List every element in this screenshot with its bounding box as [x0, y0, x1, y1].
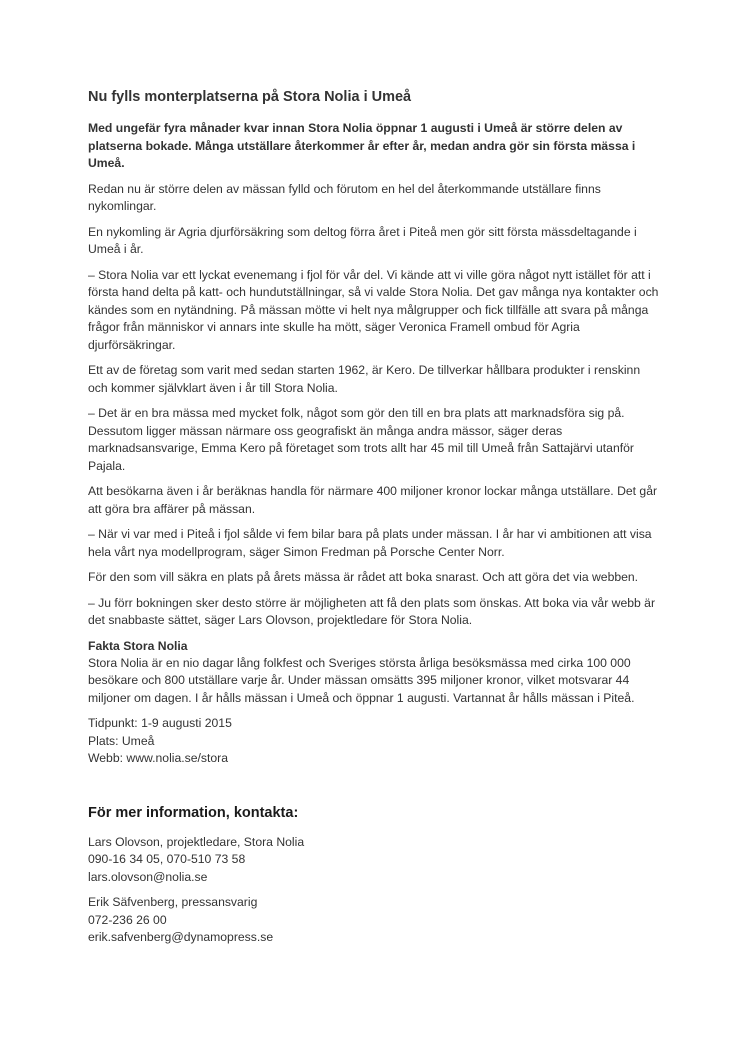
- article-paragraph: Att besökarna även i år beräknas handla för närmare 400 miljoner kronor lockar många utställare. Det går att göra bra affärer på mässan.: [88, 484, 658, 516]
- fakta-section: [88, 638, 660, 708]
- article-paragraph: Ett av de företag som varit med sedan starten 1962, är Kero. De tillverkar hållbara produkter i renskinn och kommer självklart även i år till Stora Nolia.: [88, 363, 641, 395]
- article-lead: Med ungefär fyra månader kvar innan Stora Nolia öppnar 1 augusti i Umeå är större delen av platserna bokade. Många utställare återkommer år efter år, medan andra gör sin första mässa i Umeå.: [88, 121, 636, 170]
- fakta-text: Stora Nolia är en nio dagar lång folkfest och Sveriges största årliga besöksmässa med cirka 100 000 besökare och 800 utställare varje år. Under mässan omsätts 395 miljoner kronor, vilket motsvarar 44 miljoner om dagen. I år hålls mässan i Umeå och öppnar 1 augusti. Vartannat år hålls mässan i Piteå.: [88, 655, 635, 705]
- contact-card: [88, 894, 660, 947]
- event-details: [88, 715, 660, 768]
- event-date: Tidpunkt: 1-9 augusti 2015: [88, 716, 232, 730]
- article-paragraph: För den som vill säkra en plats på årets mässa är rådet att boka snarast. Och att göra det via webben.: [88, 570, 639, 584]
- press-release: [88, 88, 660, 955]
- article-paragraph: En nykomling är Agria djurförsäkring som deltog förra året i Piteå men gör sitt första mässdeltagande i Umeå i år.: [88, 224, 637, 256]
- article-paragraph: – Ju förr bokningen sker desto större är möjligheten att få den plats som önskas. Att boka via vår webb är det snabbaste sättet, säger Lars Olovson, projektledare för Stora Nolia.: [88, 595, 656, 627]
- fakta-title: Fakta Stora Nolia: [88, 638, 188, 653]
- contact-name: Lars Olovson, projektledare, Stora Nolia: [88, 834, 305, 849]
- article-paragraph: – Stora Nolia var ett lyckat evenemang i fjol för vår del. Vi kände att vi ville göra något nytt istället för att i första hand delta på katt- och hundutställningar, så vi valde Stora Nolia. Det gav många nya kontakter och kändes som en nytändning. På mässan mötte vi helt nya målgrupper och fick tillfälle att svara på många frågor från människor vi annars inte skulle ha mött, säger Veronica Framell ombud för Agria djurförsäkringar.: [88, 267, 659, 352]
- contact-name: Erik Säfvenberg, pressansvarig: [88, 895, 258, 909]
- article-paragraph: – När vi var med i Piteå i fjol sålde vi fem bilar bara på plats under mässan. I år har vi ambitionen att visa hela vårt nya modellprogram, säger Simon Fredman på Porsche Center Norr.: [88, 527, 652, 559]
- contact-card: [88, 834, 660, 887]
- section-spacer: [88, 776, 660, 804]
- contact-phone: 090-16 34 05, 070-510 73 58: [88, 852, 246, 866]
- contact-email[interactable]: erik.safvenberg@dynamopress.se: [88, 930, 274, 944]
- article-paragraph: – Det är en bra mässa med mycket folk, något som gör den till en bra plats att marknadsföra sig på. Dessutom ligger mässan närmare oss geografiskt än många andra mässor, säger deras marknadsansvarige, Emma Kero på företaget som trots allt har 45 mil till Umeå från Sattajärvi utanför Pajala.: [88, 406, 634, 473]
- article-paragraph: Redan nu är större delen av mässan fylld och förutom en hel del återkommande utställare finns nykomlingar.: [88, 181, 601, 213]
- event-location: Plats: Umeå: [88, 733, 155, 748]
- contact-phone: 072-236 26 00: [88, 912, 167, 927]
- contact-email[interactable]: lars.olovson@nolia.se: [88, 869, 208, 884]
- contact-heading: För mer information, kontakta:: [88, 804, 299, 821]
- article-title: Nu fylls monterplatserna på Stora Nolia i Umeå: [88, 89, 412, 105]
- event-website: Webb: www.nolia.se/stora: [88, 751, 228, 765]
